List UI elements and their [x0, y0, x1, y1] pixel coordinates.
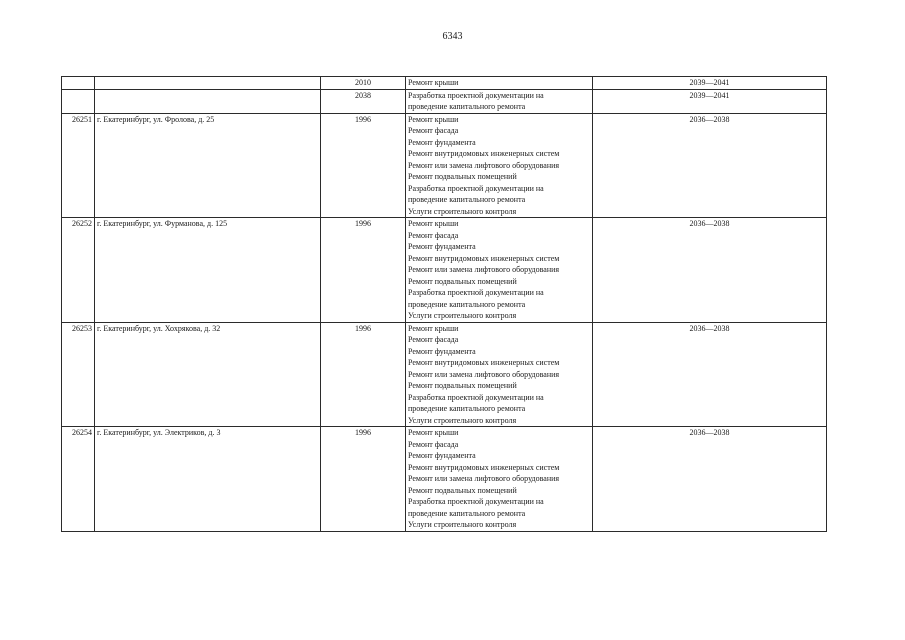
work-item: Ремонт внутридомовых инженерных систем — [408, 149, 560, 158]
work-item: Ремонт фасада — [408, 126, 459, 135]
year-cell: 2038 — [321, 89, 406, 113]
work-item: Разработка проектной документации на — [408, 183, 544, 193]
work-item: Ремонт подвальных помещений — [408, 172, 517, 181]
works-cell — [406, 89, 593, 113]
address-cell: г. Екатеринбург, ул. Хохрякова, д. 32 — [95, 322, 321, 427]
address-cell: г. Екатеринбург, ул. Фурманова, д. 125 — [95, 218, 321, 323]
page-number: 6343 — [442, 31, 463, 42]
work-item: Услуги строительного контроля — [408, 415, 517, 425]
work-item: проведение капитального ремонта — [408, 508, 526, 518]
work-item: Ремонт фундамента — [408, 451, 476, 460]
work-item: Ремонт фасада — [408, 335, 459, 344]
works-cell — [406, 218, 593, 323]
work-item: Услуги строительного контроля — [408, 311, 517, 320]
table-row — [62, 218, 827, 323]
work-item: Ремонт или замена лифтового оборудования — [408, 265, 560, 274]
work-item: проведение капитального ремонта — [408, 195, 526, 204]
work-item: Ремонт фасада — [408, 439, 459, 449]
table-row — [62, 77, 827, 90]
table-row — [62, 113, 827, 218]
period-cell: 2036—2038 — [593, 113, 827, 218]
address-cell: г. Екатеринбург, ул. Электриков, д. 3 — [95, 427, 321, 532]
work-item: Ремонт или замена лифтового оборудования — [408, 160, 560, 170]
work-item: Разработка проектной документации на — [408, 392, 544, 402]
year-cell: 2010 — [321, 77, 406, 90]
year-cell: 1996 — [321, 322, 406, 427]
period-cell: 2036—2038 — [593, 427, 827, 532]
work-item: Ремонт внутридомовых инженерных систем — [408, 253, 560, 263]
work-item: Ремонт фасада — [408, 230, 459, 240]
address-cell — [95, 77, 321, 90]
work-item: проведение капитального ремонта — [408, 102, 526, 111]
address-cell: г. Екатеринбург, ул. Фролова, д. 25 — [95, 113, 321, 218]
row-number-cell: 26251 — [62, 113, 95, 218]
period-cell: 2039—2041 — [593, 89, 827, 113]
work-item: проведение капитального ремонта — [408, 299, 526, 309]
period-cell: 2039—2041 — [593, 77, 827, 90]
work-item: Ремонт крыши — [408, 428, 459, 437]
table-row — [62, 89, 827, 113]
work-item: Ремонт фундамента — [408, 242, 476, 251]
address-cell — [95, 89, 321, 113]
work-item: Ремонт крыши — [408, 78, 459, 87]
period-cell: 2036—2038 — [593, 322, 827, 427]
work-item: Разработка проектной документации на — [408, 288, 544, 297]
works-cell — [406, 77, 593, 90]
table-row — [62, 427, 827, 532]
work-item: Ремонт фундамента — [408, 137, 476, 147]
work-item: Разработка проектной документации на — [408, 497, 544, 506]
work-item: Ремонт крыши — [408, 114, 459, 124]
year-cell: 1996 — [321, 218, 406, 323]
row-number-cell: 26254 — [62, 427, 95, 532]
row-number-cell: 26252 — [62, 218, 95, 323]
period-cell: 2036—2038 — [593, 218, 827, 323]
work-item: Услуги строительного контроля — [408, 206, 517, 216]
work-item: Ремонт крыши — [408, 219, 459, 228]
work-item: Ремонт внутридомовых инженерных систем — [408, 462, 560, 472]
work-item: Ремонт фундамента — [408, 346, 476, 356]
work-item: Услуги строительного контроля — [408, 520, 517, 529]
repair-schedule-table — [61, 76, 827, 532]
work-item: Ремонт подвальных помещений — [408, 485, 517, 495]
row-number-cell: 26253 — [62, 322, 95, 427]
work-item: проведение капитального ремонта — [408, 404, 526, 413]
works-cell — [406, 322, 593, 427]
works-cell — [406, 113, 593, 218]
work-item: Ремонт подвальных помещений — [408, 276, 517, 286]
row-number-cell — [62, 89, 95, 113]
work-item: Ремонт или замена лифтового оборудования — [408, 369, 560, 379]
works-cell — [406, 427, 593, 532]
work-item: Ремонт крыши — [408, 323, 459, 333]
year-cell: 1996 — [321, 427, 406, 532]
work-item: Ремонт подвальных помещений — [408, 381, 517, 390]
work-item: Ремонт или замена лифтового оборудования — [408, 474, 560, 483]
year-cell: 1996 — [321, 113, 406, 218]
work-item: Разработка проектной документации на — [408, 90, 544, 100]
work-item: Ремонт внутридомовых инженерных систем — [408, 358, 560, 367]
row-number-cell — [62, 77, 95, 90]
table-body — [62, 77, 827, 532]
table-row — [62, 322, 827, 427]
